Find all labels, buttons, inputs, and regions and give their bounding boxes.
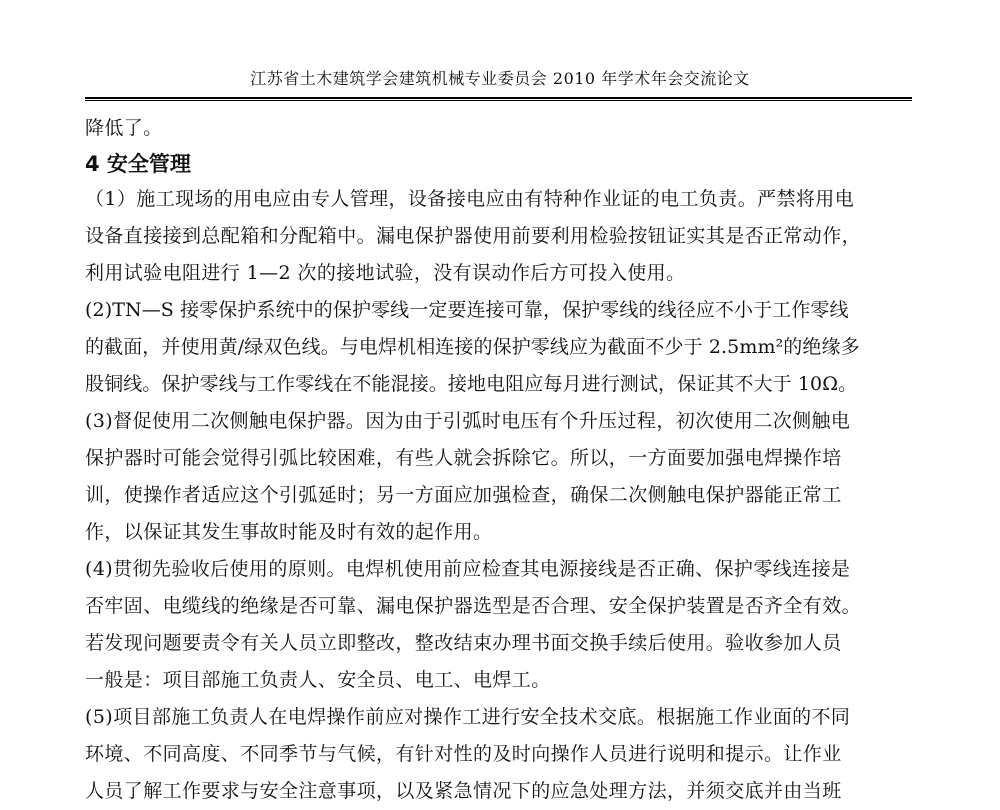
header-rule-thin <box>85 100 912 101</box>
text-line: 一般是：项目部施工负责人、安全员、电工、电焊工。 <box>85 669 551 691</box>
body-text <box>85 110 915 810</box>
text-line: 保护器时可能会觉得引弧比较困难，有些人就会拆除它。所以，一方面要加强电焊操作培 <box>85 447 842 469</box>
text-line: 利用试验电阻进行 1—2 次的接地试验，没有误动作后方可投入使用。 <box>85 262 686 284</box>
text-line: 的截面，并使用黄/绿双色线。与电焊机相连接的保护零线应为截面不少于 2.5mm²的绝缘多 <box>85 336 860 358</box>
header-rule <box>85 97 912 99</box>
text-line: （1）施工现场的用电应由专人管理，设备接电应由有特种作业证的电工负责。严禁将用电 <box>85 188 855 210</box>
running-header: 江苏省土木建筑学会建筑机械专业委员会 2010 年学术年会交流论文 <box>250 69 750 88</box>
text-line: 股铜线。保护零线与工作零线在不能混接。接地电阻应每月进行测试，保证其不大于 10Ω。 <box>85 373 858 395</box>
text-line: 否牢固、电缆线的绝缘是否可靠、漏电保护器选型是否合理、安全保护装置是否齐全有效。 <box>85 595 862 617</box>
text-line: (3)督促使用二次侧触电保护器。因为由于引弧时电压有个升压过程，初次使用二次侧触电 <box>85 410 851 432</box>
text-line: 设备直接接到总配箱和分配箱中。漏电保护器使用前要利用检验按钮证实其是否正常动作， <box>85 225 862 247</box>
text-line: 若发现问题要责令有关人员立即整改，整改结束办理书面交换手续后使用。验收参加人员 <box>85 632 842 654</box>
text-line: 训，使操作者适应这个引弧延时；另一方面应加强检查，确保二次侧触电保护器能正常工 <box>85 484 842 506</box>
text-line: 作，以保证其发生事故时能及时有效的起作用。 <box>85 521 493 543</box>
text-line: (4)贯彻先验收后使用的原则。电焊机使用前应检查其电源接线是否正确、保护零线连接是 <box>85 558 851 580</box>
text-line: 环境、不同高度、不同季节与气候，有针对性的及时向操作人员进行说明和提示。让作业 <box>85 743 842 765</box>
text-line: 降低了。 <box>85 117 163 139</box>
text-line: (5)项目部施工负责人在电焊操作前应对操作工进行安全技术交底。根据施工作业面的不同 <box>85 706 851 728</box>
section-heading: 4 安全管理 <box>85 152 191 176</box>
text-line: 人员了解工作要求与安全注意事项，以及紧急情况下的应急处理方法，并须交底并由当班 <box>85 780 842 802</box>
text-line: (2)TN—S 接零保护系统中的保护零线一定要连接可靠，保护零线的线径应不小于工作零线 <box>85 299 849 321</box>
